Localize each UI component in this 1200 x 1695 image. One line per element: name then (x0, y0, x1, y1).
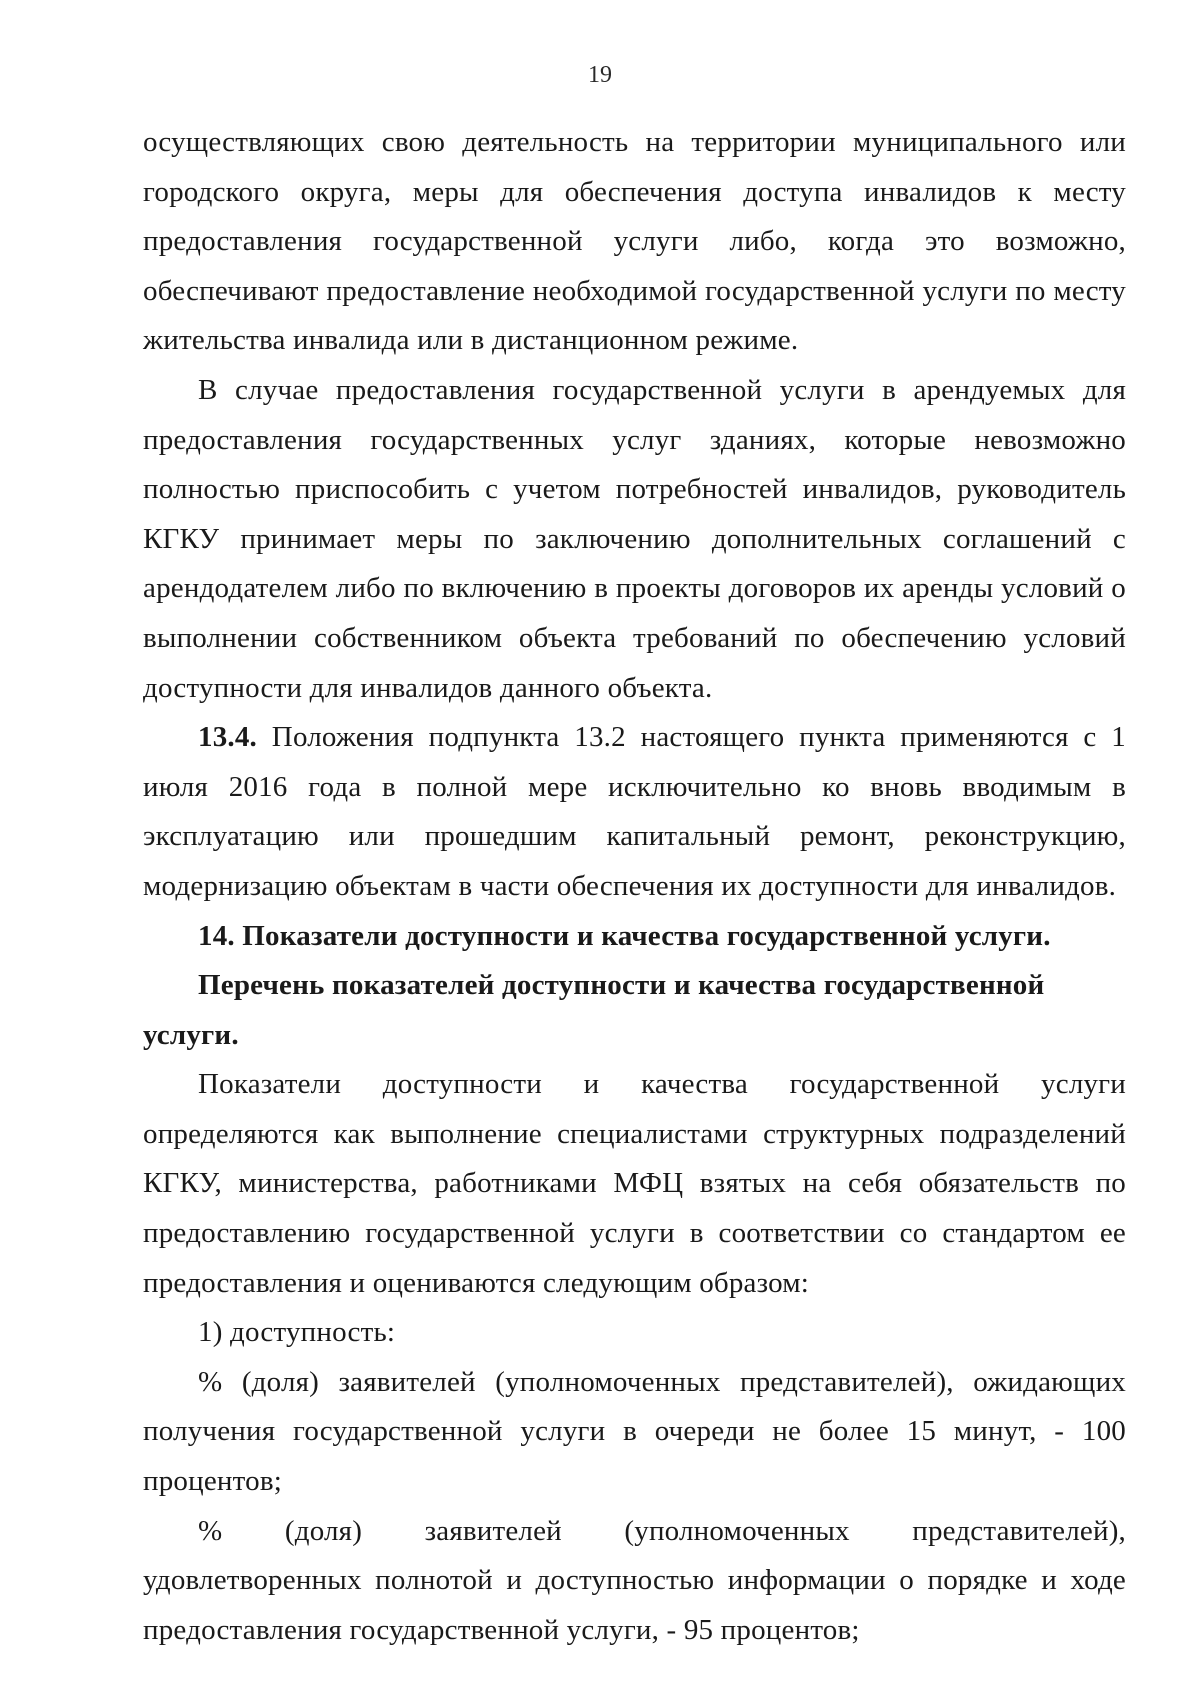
paragraph-13-4 (143, 713, 1126, 911)
page-number: 19 (588, 62, 612, 88)
clause-text: Положения подпункта 13.2 настоящего пункта применяются с 1 июля 2016 года в полной мере исключительно ко вновь вводимым в эксплуатацию или прошедшим капитальный ремонт, реконструкцию, модернизацию объектам в части обеспечения их доступности для инвалидов. (143, 721, 1126, 902)
document-body (143, 118, 1126, 1655)
paragraph-indicators: Показатели доступности и качества государственной услуги определяются как выполнение специалистами структурных подразделений КГКУ, министерства, работниками МФЦ взятых на себя обязательств по предоставлению государственной услуги в соответствии со стандартом ее предоставления и оцениваются следующим образом: (143, 1068, 1126, 1299)
section-heading: 14. Показатели доступности и качества государственной услуги. (198, 919, 1051, 952)
paragraph-info-share: % (доля) заявителей (уполномоченных представителей), удовлетворенных полнотой и доступностью информации о порядке и ходе предоставления государственной услуги, - 95 процентов; (143, 1514, 1126, 1646)
paragraph-queue-share: % (доля) заявителей (уполномоченных представителей), ожидающих получения государственной услуги в очереди не более 15 минут, - 100 процентов; (143, 1365, 1126, 1498)
paragraph-continuation: осуществляющих свою деятельность на территории муниципального или городского округа, меры для обеспечения доступа инвалидов к месту предоставления государственной услуги либо, когда это возможно, обеспечивают предоставление необходимой государственной услуги по месту жительства инвалида или в дистанционном режиме. (143, 126, 1126, 357)
subsection-heading: Перечень показателей доступности и качества государственной услуги. (143, 969, 1045, 1051)
paragraph-rented-buildings: В случае предоставления государственной услуги в арендуемых для предоставления государственных услуг зданиях, которые невозможно полностью приспособить с учетом потребностей инвалидов, руководитель КГКУ принимает меры по заключению дополнительных соглашений с арендодателем либо по включению в проекты договоров их аренды условий о выполнении собственником объекта требований по обеспечению условий доступности для инвалидов данного объекта. (143, 373, 1126, 704)
clause-number: 13.4. (198, 721, 257, 754)
list-item-accessibility: 1) доступность: (198, 1316, 396, 1349)
